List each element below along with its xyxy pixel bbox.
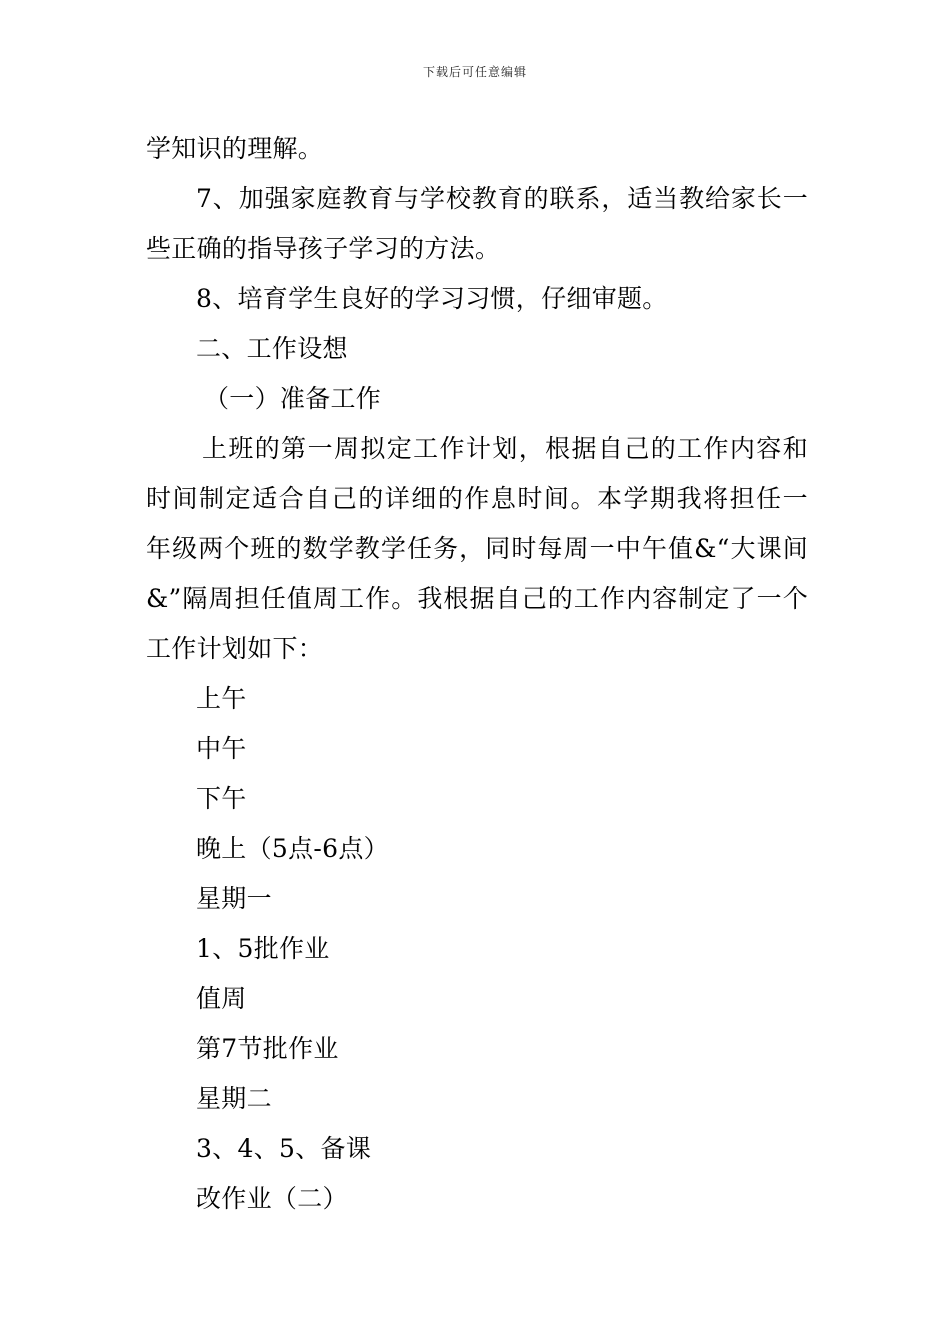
schedule-item: 值周 <box>196 984 247 1013</box>
section-heading: 二、工作设想 <box>196 334 348 363</box>
schedule-item: 晚上（5点-6点） <box>196 834 389 863</box>
paragraph-line: &”隔周担任值周工作。我根据自己的工作内容制定了一个 <box>146 584 808 613</box>
schedule-item: 1、5批作业 <box>196 934 330 963</box>
schedule-item: 改作业（二） <box>196 1184 348 1213</box>
paragraph-line: 上班的第一周拟定工作计划，根据自己的工作内容和 <box>202 434 808 463</box>
paragraph-line: 8、培育学生良好的学习习惯，仔细审题。 <box>196 284 668 313</box>
schedule-item: 上午 <box>196 684 247 713</box>
page-header: 下载后可任意编辑 <box>422 65 527 79</box>
document-body <box>146 124 808 1224</box>
paragraph-line: 些正确的指导孩子学习的方法。 <box>146 234 501 263</box>
paragraph-line: 7、加强家庭教育与学校教育的联系，适当教给家长一 <box>196 184 808 213</box>
paragraph-line: 学知识的理解。 <box>146 134 324 163</box>
paragraph-line: 时间制定适合自己的详细的作息时间。本学期我将担任一 <box>146 484 808 513</box>
schedule-item: 中午 <box>196 734 247 763</box>
schedule-item: 星期二 <box>196 1084 272 1113</box>
schedule-item: 3、4、5、备课 <box>196 1134 372 1163</box>
subsection-heading: （一）准备工作 <box>204 384 382 413</box>
schedule-item: 下午 <box>196 784 247 813</box>
paragraph-line: 年级两个班的数学教学任务，同时每周一中午值&“大课间 <box>146 534 808 563</box>
paragraph-line: 工作计划如下： <box>146 634 324 663</box>
schedule-item: 第7节批作业 <box>196 1034 339 1063</box>
schedule-item: 星期一 <box>196 884 272 913</box>
